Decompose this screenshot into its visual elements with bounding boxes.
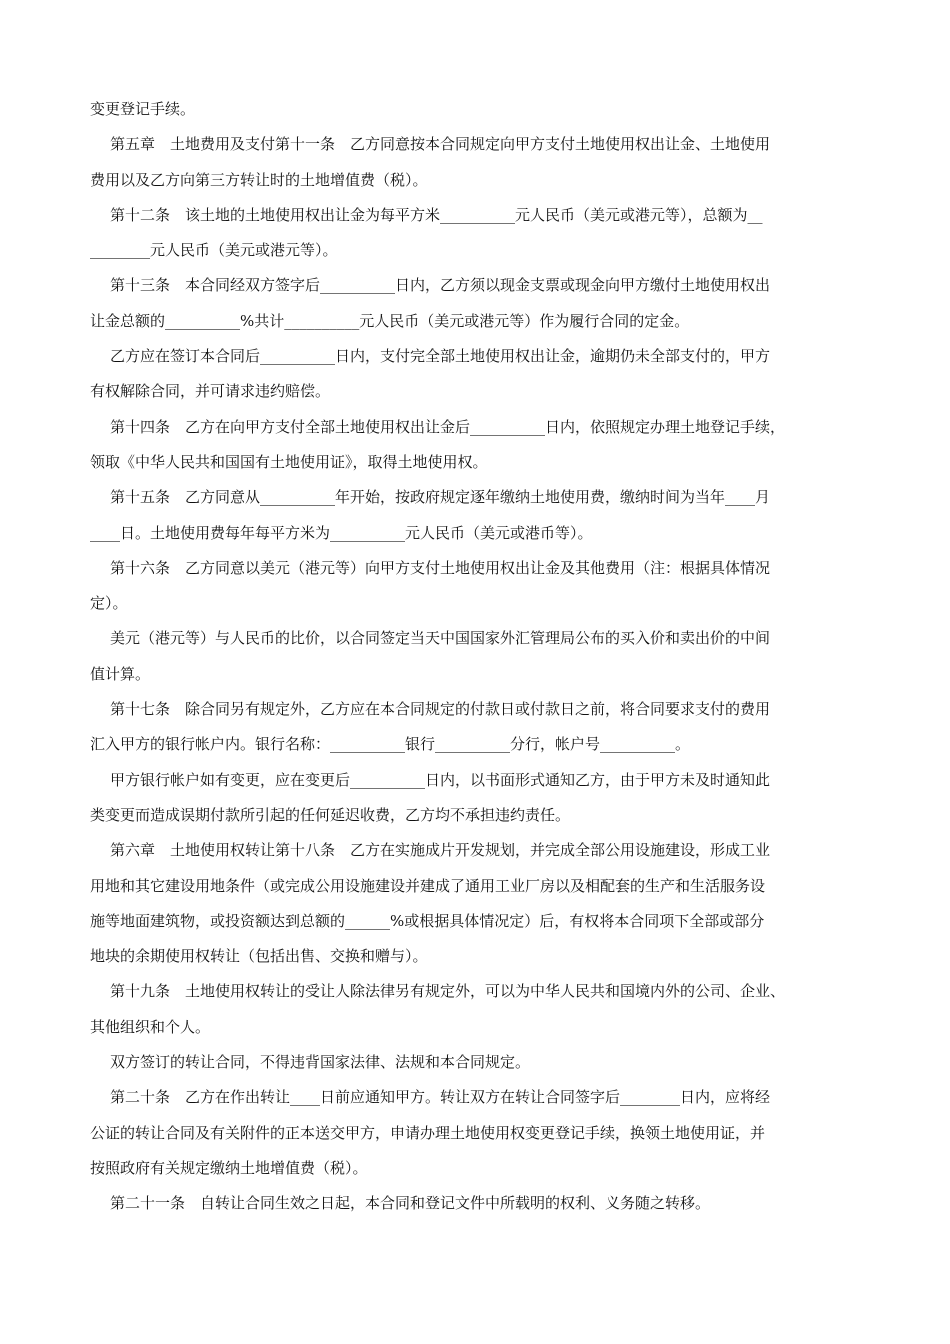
text-line: 第二十一条 自转让合同生效之日起，本合同和登记文件中所载明的权利、义务随之转移。 xyxy=(110,1194,711,1213)
text-line: 第二十条 乙方在作出转让____日前应通知甲方。转让双方在转让合同签字后________日内，应将经 xyxy=(110,1088,771,1107)
text-line: 公证的转让合同及有关附件的正本送交甲方，申请办理土地使用权变更登记手续，换领土地使用证，并 xyxy=(90,1123,766,1142)
text-line: 第十九条 土地使用权转让的受让人除法律另有规定外，可以为中华人民共和国境内外的公司、企业、 xyxy=(110,982,786,1001)
text-line: 第十四条 乙方在向甲方支付全部土地使用权出让金后__________日内，依照规定办理土地登记手续， xyxy=(110,417,786,436)
text-line: 有权解除合同，并可请求违约赔偿。 xyxy=(90,382,331,401)
text-line: 第十二条 该土地的土地使用权出让金为每平方米__________元人民币（美元或港元等），总额为__ xyxy=(110,205,763,224)
text-line: 按照政府有关规定缴纳土地增值费（税）。 xyxy=(90,1158,368,1177)
text-line: 第十六条 乙方同意以美元（港元等）向甲方支付土地使用权出让金及其他费用（注：根据具体情况 xyxy=(110,558,771,577)
text-line: 领取《中华人民共和国国有土地使用证》，取得土地使用权。 xyxy=(90,452,488,471)
text-line: 第十五条 乙方同意从__________年开始，按政府规定逐年缴纳土地使用费，缴纳时间为当年____月 xyxy=(110,488,771,507)
text-line: 乙方应在签订本合同后__________日内，支付完全部土地使用权出让金，逾期仍未全部支付的，甲方 xyxy=(110,347,771,366)
text-line: 甲方银行帐户如有变更，应在变更后__________日内，以书面形式通知乙方，由于甲方未及时通知此 xyxy=(110,770,771,789)
text-line: 其他组织和个人。 xyxy=(90,1017,211,1036)
text-line: 值计算。 xyxy=(90,664,151,683)
text-line: ________元人民币（美元或港元等）。 xyxy=(90,241,338,260)
text-line: 地块的余期使用权转让（包括出售、交换和赠与）。 xyxy=(90,947,428,966)
text-line: 美元（港元等）与人民币的比价，以合同签定当天中国国家外汇管理局公布的买入价和卖出价的中间 xyxy=(110,629,771,648)
text-line: 让金总额的__________%共计__________元人民币（美元或港元等）作为履行合同的定金。 xyxy=(90,311,690,330)
text-line: 第五章 土地费用及支付第十一条 乙方同意按本合同规定向甲方支付土地使用权出让金、土地使用 xyxy=(110,135,771,154)
text-line: 费用以及乙方向第三方转让时的土地增值费（税）。 xyxy=(90,170,428,189)
text-line: 类变更而造成误期付款所引起的任何延迟收费，乙方均不承担违约责任。 xyxy=(90,805,571,824)
text-line: 用地和其它建设用地条件（或完成公用设施建设并建成了通用工业厂房以及相配套的生产和生活服务设 xyxy=(90,876,766,895)
text-line: ____日。土地使用费每年每平方米为__________元人民币（美元或港币等）。 xyxy=(90,523,593,542)
text-line: 汇入甲方的银行帐户内。银行名称：__________银行__________分行，帐户号__________。 xyxy=(90,735,691,754)
text-line: 第六章 土地使用权转让第十八条 乙方在实施成片开发规划，并完成全部公用设施建设，形成工业 xyxy=(110,841,771,860)
text-line: 第十七条 除合同另有规定外，乙方应在本合同规定的付款日或付款日之前，将合同要求支付的费用 xyxy=(110,700,771,719)
text-line: 施等地面建筑物，或投资额达到总额的______%或根据具体情况定）后，有权将本合同项下全部或部分 xyxy=(90,911,765,930)
text-line: 第十三条 本合同经双方签字后__________日内，乙方须以现金支票或现金向甲方缴付土地使用权出 xyxy=(110,276,771,295)
text-line: 变更登记手续。 xyxy=(90,100,196,118)
text-line: 定）。 xyxy=(90,594,128,613)
text-line: 双方签订的转让合同，不得违背国家法律、法规和本合同规定。 xyxy=(110,1053,531,1072)
